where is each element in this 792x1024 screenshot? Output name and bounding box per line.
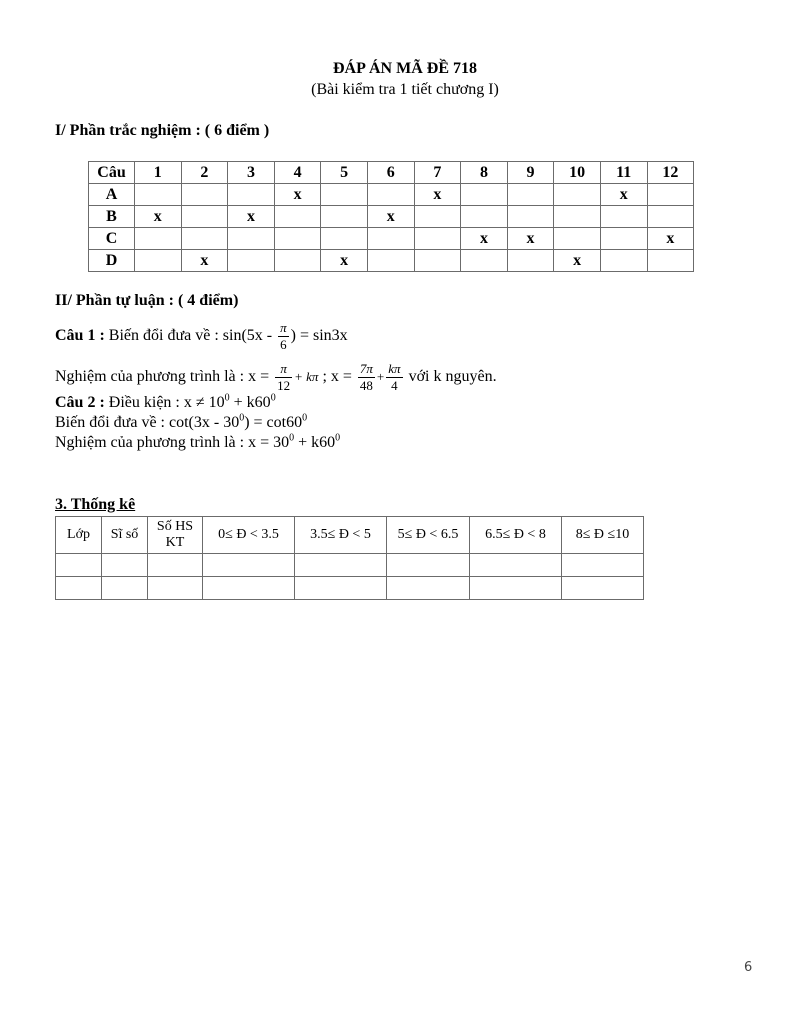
answer-col-header: 1 (135, 162, 182, 184)
q2-transform-sup2: 0 (302, 412, 308, 424)
stat-col-header: 5≤ Đ < 6.5 (387, 517, 470, 554)
q1-sol1-num: π (275, 361, 292, 378)
answer-row-label: A (89, 184, 135, 206)
stat-cell (148, 577, 203, 600)
answer-cell (461, 250, 508, 272)
part2-heading: II/ Phần tự luận : ( 4 điểm) (55, 292, 239, 309)
q1-frac-den: 6 (280, 337, 287, 352)
answer-cell: x (461, 228, 508, 250)
answer-row-d (89, 250, 694, 272)
answer-cell (228, 228, 275, 250)
stat-col-header: 6.5≤ Đ < 8 (470, 517, 562, 554)
answer-cell (414, 250, 461, 272)
answer-cell (228, 184, 275, 206)
q2-sol-sup2: 0 (335, 432, 341, 444)
answer-col-header: 5 (321, 162, 368, 184)
answer-row-label: B (89, 206, 135, 228)
stat-cell (102, 577, 148, 600)
stat-cell (470, 577, 562, 600)
answer-cell (554, 184, 601, 206)
answer-cell (600, 250, 647, 272)
answer-cell: x (647, 228, 694, 250)
answer-cell (274, 228, 321, 250)
stat-cell (203, 554, 295, 577)
answer-cell (228, 250, 275, 272)
answer-cell: x (228, 206, 275, 228)
stat-col-header: 3.5≤ Đ < 5 (295, 517, 387, 554)
q2-cond-sup2: 0 (270, 392, 276, 404)
answer-cell (554, 206, 601, 228)
answer-cell (600, 206, 647, 228)
q1-text-before: Biến đổi đưa về : sin(5x - (104, 327, 277, 345)
part1-heading: I/ Phần trắc nghiệm : ( 6 điểm ) (55, 122, 270, 139)
q1-sol-suffix: với k nguyên. (404, 368, 497, 386)
answer-cell (181, 228, 228, 250)
q2-label: Câu 2 : (55, 394, 105, 411)
q1-sol2-num: 7π (359, 361, 373, 376)
statistics-row (56, 554, 644, 577)
q1-sol2b-fraction (386, 361, 402, 394)
answer-cell (647, 250, 694, 272)
stat-cell (203, 577, 295, 600)
answer-cell (554, 228, 601, 250)
q1-fraction (278, 320, 289, 353)
answer-cell (135, 228, 182, 250)
statistics-header-row (56, 517, 644, 554)
q2-transform-b: ) = cot60 (244, 414, 303, 431)
stat-col-header: Số HS KT (148, 517, 203, 554)
answer-table-header-row (89, 162, 694, 184)
stat-cell (562, 554, 644, 577)
q1-sol2b-den: 4 (391, 378, 398, 393)
page-number: 6 (744, 960, 753, 975)
answer-cell (647, 184, 694, 206)
q2-cond-text: Điều kiện : x ≠ 10 (104, 394, 225, 411)
answer-cell: x (274, 184, 321, 206)
answer-col-header: 10 (554, 162, 601, 184)
part3-heading: 3. Thống kê (55, 496, 136, 513)
answer-cell: x (600, 184, 647, 206)
page-subtitle: (Bài kiểm tra 1 tiết chương I) (311, 81, 499, 98)
stat-cell (148, 554, 203, 577)
q2-transform-line (55, 414, 307, 432)
q1-sol-prefix: Nghiệm của phương trình là : x = (55, 368, 274, 386)
q1-sol2b-num: kπ (388, 361, 401, 376)
answer-row-a (89, 184, 694, 206)
answer-row-label: D (89, 250, 135, 272)
answer-cell (367, 184, 414, 206)
answer-col-header: 11 (600, 162, 647, 184)
q2-sol-a: Nghiệm của phương trình là : x = 30 (55, 434, 290, 451)
q2-cond-mid: + k60 (229, 394, 271, 411)
answer-cell (507, 250, 554, 272)
q1-plus: + (376, 369, 385, 385)
answer-cell: x (414, 184, 461, 206)
answer-col-header: 3 (228, 162, 275, 184)
q1-solution-line (55, 361, 497, 394)
q1-sol1-fraction (275, 361, 292, 394)
stat-cell (56, 577, 102, 600)
q1-sol-sep: ; x = (318, 368, 356, 386)
answer-cell (647, 206, 694, 228)
answer-cell (135, 184, 182, 206)
answer-table (88, 161, 694, 272)
stat-cell (387, 554, 470, 577)
answer-row-label: C (89, 228, 135, 250)
answer-cell (181, 184, 228, 206)
answer-cell (321, 206, 368, 228)
stat-col-header: 0≤ Đ < 3.5 (203, 517, 295, 554)
answer-col-header: 9 (507, 162, 554, 184)
answer-cell (461, 184, 508, 206)
q2-transform-sup1: 0 (239, 412, 245, 424)
q1-sol2-den: 48 (359, 378, 373, 393)
answer-cell (274, 250, 321, 272)
q1-sol1-tail: + kπ (294, 369, 319, 385)
q2-transform-a: Biến đổi đưa về : cot(3x - 30 (55, 414, 240, 431)
stat-cell (562, 577, 644, 600)
answer-col-header: 2 (181, 162, 228, 184)
stat-cell (295, 577, 387, 600)
answer-cell (367, 228, 414, 250)
q1-frac-num: π (280, 320, 287, 335)
statistics-table (55, 516, 644, 600)
q2-cond-sup1: 0 (224, 392, 230, 404)
answer-cell (135, 250, 182, 272)
q1-transform-line (55, 320, 348, 353)
stat-cell (470, 554, 562, 577)
answer-corner-cell: Câu (89, 162, 135, 184)
answer-col-header: 6 (367, 162, 414, 184)
answer-cell (274, 206, 321, 228)
stat-col-header: Sĩ số (102, 517, 148, 554)
answer-cell: x (367, 206, 414, 228)
answer-cell: x (554, 250, 601, 272)
answer-cell: x (181, 250, 228, 272)
stat-col-header: Lớp (56, 517, 102, 554)
stat-cell (387, 577, 470, 600)
answer-cell (600, 228, 647, 250)
answer-cell (367, 250, 414, 272)
answer-cell (181, 206, 228, 228)
stat-col-header: 8≤ Đ ≤10 (562, 517, 644, 554)
answer-cell: x (507, 228, 554, 250)
answer-col-header: 4 (274, 162, 321, 184)
stat-cell (102, 554, 148, 577)
q2-sol-b: + k60 (294, 434, 336, 451)
answer-cell (414, 206, 461, 228)
stat-cell (56, 554, 102, 577)
answer-cell (414, 228, 461, 250)
answer-cell: x (135, 206, 182, 228)
stat-cell (295, 554, 387, 577)
q1-sol2-fraction (358, 361, 375, 394)
answer-row-b (89, 206, 694, 228)
answer-col-header: 12 (647, 162, 694, 184)
statistics-row (56, 577, 644, 600)
page-title: ĐÁP ÁN MÃ ĐỀ 718 (333, 60, 477, 77)
answer-cell (507, 206, 554, 228)
answer-cell (321, 184, 368, 206)
q2-condition-line (55, 394, 276, 412)
answer-row-c (89, 228, 694, 250)
q1-label: Câu 1 : (55, 327, 105, 345)
answer-cell: x (321, 250, 368, 272)
q1-text-after: ) = sin3x (290, 327, 348, 345)
answer-cell (507, 184, 554, 206)
answer-cell (461, 206, 508, 228)
answer-cell (321, 228, 368, 250)
q2-solution-line (55, 434, 340, 452)
answer-col-header: 7 (414, 162, 461, 184)
answer-col-header: 8 (461, 162, 508, 184)
q1-sol1-den: 12 (277, 378, 291, 393)
q2-sol-sup1: 0 (289, 432, 295, 444)
